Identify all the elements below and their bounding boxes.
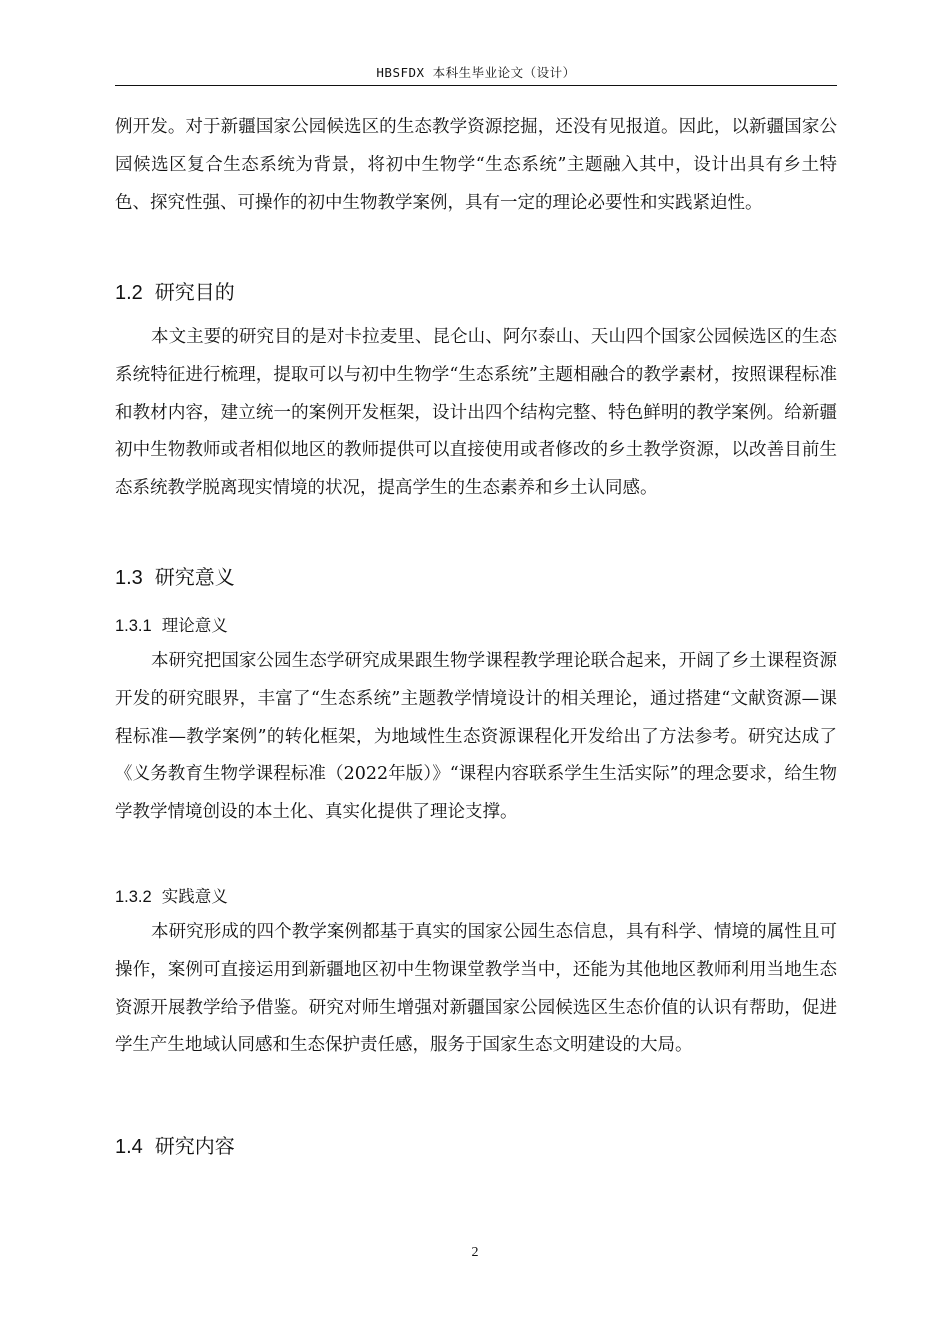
header-rule: [115, 85, 837, 86]
subsection-title: 实践意义: [161, 887, 228, 906]
purpose-paragraph: 本文主要的研究目的是对卡拉麦里、昆仑山、阿尔泰山、天山四个国家公园候选区的生态系统特征进行梳理，提取可以与初中生物学“生态系统”主题相融合的教学素材，按照课程标准和教材内容，建立统一的案例开发框架，设计出四个结构完整、特色鲜明的教学案例。给新疆初中生物教师或者相似地区的教师提供可以直接使用或者修改的乡土教学资源，以改善目前生态系统教学脱离现实情境的状况，提高学生的生态素养和乡土认同感。: [115, 327, 837, 499]
section-number: 1.4: [115, 1136, 143, 1158]
subsection-number: 1.3.2: [115, 888, 152, 906]
running-header: HBSFDX 本科生毕业论文（设计）: [376, 65, 576, 80]
subsection-title: 理论意义: [161, 616, 228, 635]
section-title: 研究内容: [154, 1134, 235, 1158]
section-title: 研究目的: [154, 280, 235, 304]
subsection-heading-1-3-1: [115, 612, 228, 636]
subsection-heading-1-3-2: [115, 883, 228, 907]
section-heading-1-3: [115, 561, 235, 590]
section-title: 研究意义: [154, 565, 235, 589]
section-number: 1.3: [115, 567, 143, 589]
subsection-number: 1.3.1: [115, 617, 152, 635]
intro-paragraph: 例开发。对于新疆国家公园候选区的生态教学资源挖掘，还没有见报道。因此，以新疆国家公园候选区复合生态系统为背景，将初中生物学“生态系统”主题融入其中，设计出具有乡土特色、探究性强、可操作的初中生物教学案例，具有一定的理论必要性和实践紧迫性。: [115, 117, 837, 213]
section-heading-1-4: [115, 1130, 235, 1159]
section-number: 1.2: [115, 282, 143, 304]
theory-significance-paragraph: 本研究把国家公园生态学研究成果跟生物学课程教学理论联合起来，开阔了乡土课程资源开发的研究眼界，丰富了“生态系统”主题教学情境设计的相关理论，通过搭建“文献资源—课程标准—教学案例”的转化框架，为地域性生态资源课程化开发给出了方法参考。研究达成了《义务教育生物学课程标准（2022年版）》“课程内容联系学生生活实际”的理念要求，给生物学教学情境创设的本土化、真实化提供了理论支撑。: [115, 651, 837, 823]
section-heading-1-2: [115, 276, 235, 305]
page-number: 2: [471, 1245, 479, 1260]
practice-significance-paragraph: 本研究形成的四个教学案例都基于真实的国家公园生态信息，具有科学、情境的属性且可操作，案例可直接运用到新疆地区初中生物课堂教学当中，还能为其他地区教师利用当地生态资源开展教学给予借鉴。研究对师生增强对新疆国家公园候选区生态价值的认识有帮助，促进学生产生地域认同感和生态保护责任感，服务于国家生态文明建设的大局。: [115, 922, 837, 1056]
